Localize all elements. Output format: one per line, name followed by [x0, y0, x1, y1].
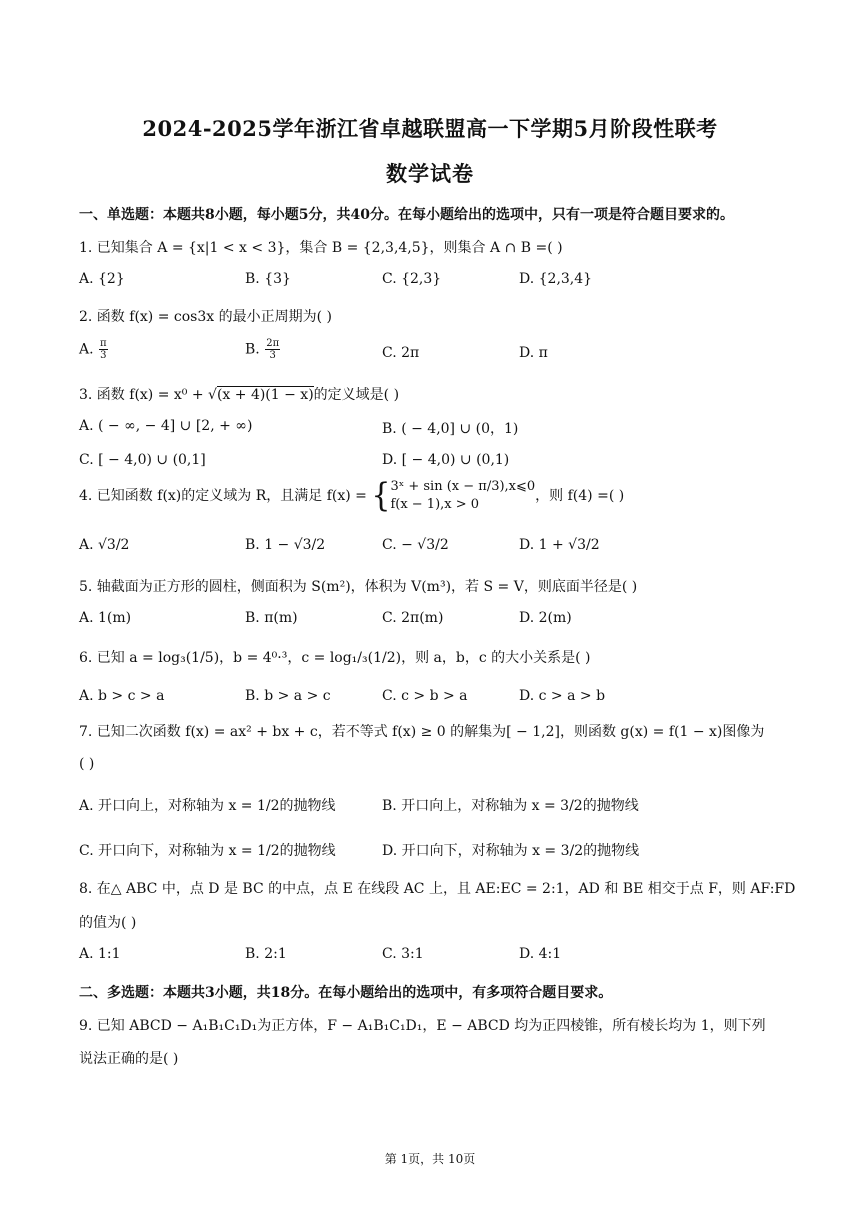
question-5-stem: 5. 轴截面为正方形的圆柱，侧面积为 S(m²)，体积为 V(m³)，若 S = V，则底面半径是( ) — [79, 579, 638, 595]
q7-option-d: D. 开口向下，对称轴为 x = 3/2的抛物线 — [382, 843, 640, 859]
exam-subtitle: 数学试卷 — [386, 161, 474, 186]
page-footer: 第 1页，共 10页 — [384, 1152, 476, 1166]
question-2-stem: 2. 函数 f(x) = cos3x 的最小正周期为( ) — [79, 309, 332, 325]
sqrt-icon: √ — [208, 387, 217, 403]
q4-stem-prefix: 4. 已知函数 f(x)的定义域为 R，且满足 f(x) = — [79, 488, 367, 504]
q6-option-d: D. c > a > b — [519, 688, 606, 704]
q1-option-d: D. {2,3,4} — [519, 271, 593, 287]
q4-option-a: A. √3/2 — [79, 537, 130, 553]
q3-radicand: (x + 4)(1 − x) — [216, 387, 314, 403]
q2-option-a-label: A. — [79, 341, 94, 358]
question-9-stem: 9. 已知 ABCD − A₁B₁C₁D₁为正方体，F − A₁B₁C₁D₁，E − ABCD 均为正四棱锥，所有棱长均为 1，则下列 — [79, 1018, 766, 1034]
question-8-stem: 8. 在△ ABC 中，点 D 是 BC 的中点，点 E 在线段 AC 上，且 AE:EC = 2:1，AD 和 BE 相交于点 F，则 AF:FD — [79, 881, 796, 897]
q6-option-a: A. b > c > a — [79, 688, 165, 704]
q6-option-b: B. b > a > c — [245, 688, 331, 704]
q3-option-b: B. ( − 4,0] ∪ (0，1) — [382, 421, 519, 437]
q4-stem-suffix: ，则 f(4) =( ) — [535, 488, 625, 504]
section-multi-choice: 二、多选题：本题共3小题，共18分。在每小题给出的选项中，有多项符合题目要求。 — [79, 985, 613, 1001]
q2-option-b-fraction — [265, 338, 280, 361]
q4-option-c: C. − √3/2 — [382, 537, 449, 553]
fraction-numerator: 2π — [266, 338, 280, 349]
exam-title: 2024-2025学年浙江省卓越联盟高一下学期5月阶段性联考 — [142, 116, 718, 141]
left-brace-icon: { — [371, 476, 391, 515]
question-8-stem-cont: 的值为( ) — [79, 915, 137, 931]
fraction-denominator: 3 — [100, 350, 107, 361]
section-single-choice: 一、单选题：本题共8小题，每小题5分，共40分。在每小题给出的选项中，只有一项是符合题目要求的。 — [79, 207, 734, 223]
fraction-numerator: π — [100, 338, 107, 349]
q3-option-a: A. ( − ∞, − 4] ∪ [2, + ∞) — [79, 418, 253, 434]
q4-case-2: f(x − 1),x > 0 — [390, 497, 480, 512]
question-7-stem: 7. 已知二次函数 f(x) = ax² + bx + c，若不等式 f(x) ≥ 0 的解集为[ − 1,2]，则函数 g(x) = f(1 − x)图像为 — [79, 724, 765, 740]
q2-option-a-fraction — [99, 338, 108, 361]
question-1-stem: 1. 已知集合 A = {x|1 < x < 3}，集合 B = {2,3,4,5}，则集合 A ∩ B =( ) — [79, 240, 563, 256]
q5-option-d: D. 2(m) — [519, 610, 572, 626]
q1-option-b: B. {3} — [245, 271, 291, 287]
question-7-stem-cont: ( ) — [79, 756, 95, 772]
q2-option-a — [79, 338, 109, 361]
question-9-stem-cont: 说法正确的是( ) — [79, 1051, 179, 1067]
q5-option-c: C. 2π(m) — [382, 610, 444, 626]
q7-option-c: C. 开口向下，对称轴为 x = 1/2的抛物线 — [79, 843, 336, 859]
q8-option-c: C. 3:1 — [382, 946, 424, 962]
q2-option-d: D. π — [519, 345, 548, 361]
q3-stem-suffix: 的定义域是( ) — [313, 387, 400, 403]
q2-option-b — [245, 338, 281, 361]
q7-option-a: A. 开口向上，对称轴为 x = 1/2的抛物线 — [79, 798, 336, 814]
question-6-stem: 6. 已知 a = log₃(1/5)，b = 4⁰·³，c = log₁/₃(1/2)，则 a，b，c 的大小关系是( ) — [79, 650, 591, 666]
q2-option-b-label: B. — [245, 341, 260, 358]
q1-option-c: C. {2,3} — [382, 271, 442, 287]
q5-option-a: A. 1(m) — [79, 610, 132, 626]
q3-option-c: C. [ − 4,0) ∪ (0,1] — [79, 452, 206, 468]
q4-option-b: B. 1 − √3/2 — [245, 537, 326, 553]
q6-option-c: C. c > b > a — [382, 688, 468, 704]
q8-option-d: D. 4:1 — [519, 946, 562, 962]
q3-option-d: D. [ − 4,0) ∪ (0,1) — [382, 452, 510, 468]
question-4-stem — [79, 478, 624, 514]
q7-option-b: B. 开口向上，对称轴为 x = 3/2的抛物线 — [382, 798, 639, 814]
fraction-denominator: 3 — [269, 350, 276, 361]
q4-option-d: D. 1 + √3/2 — [519, 537, 600, 553]
q4-piecewise-cases — [390, 478, 535, 514]
q8-option-b: B. 2:1 — [245, 946, 287, 962]
q2-option-c: C. 2π — [382, 345, 420, 361]
q5-option-b: B. π(m) — [245, 610, 298, 626]
question-3-stem — [79, 384, 399, 404]
q3-stem-prefix: 3. 函数 f(x) = x⁰ + — [79, 387, 209, 403]
q1-option-a: A. {2} — [79, 271, 125, 287]
q4-case-1: 3ˣ + sin (x − π/3),x⩽0 — [390, 479, 536, 494]
q8-option-a: A. 1:1 — [79, 946, 121, 962]
